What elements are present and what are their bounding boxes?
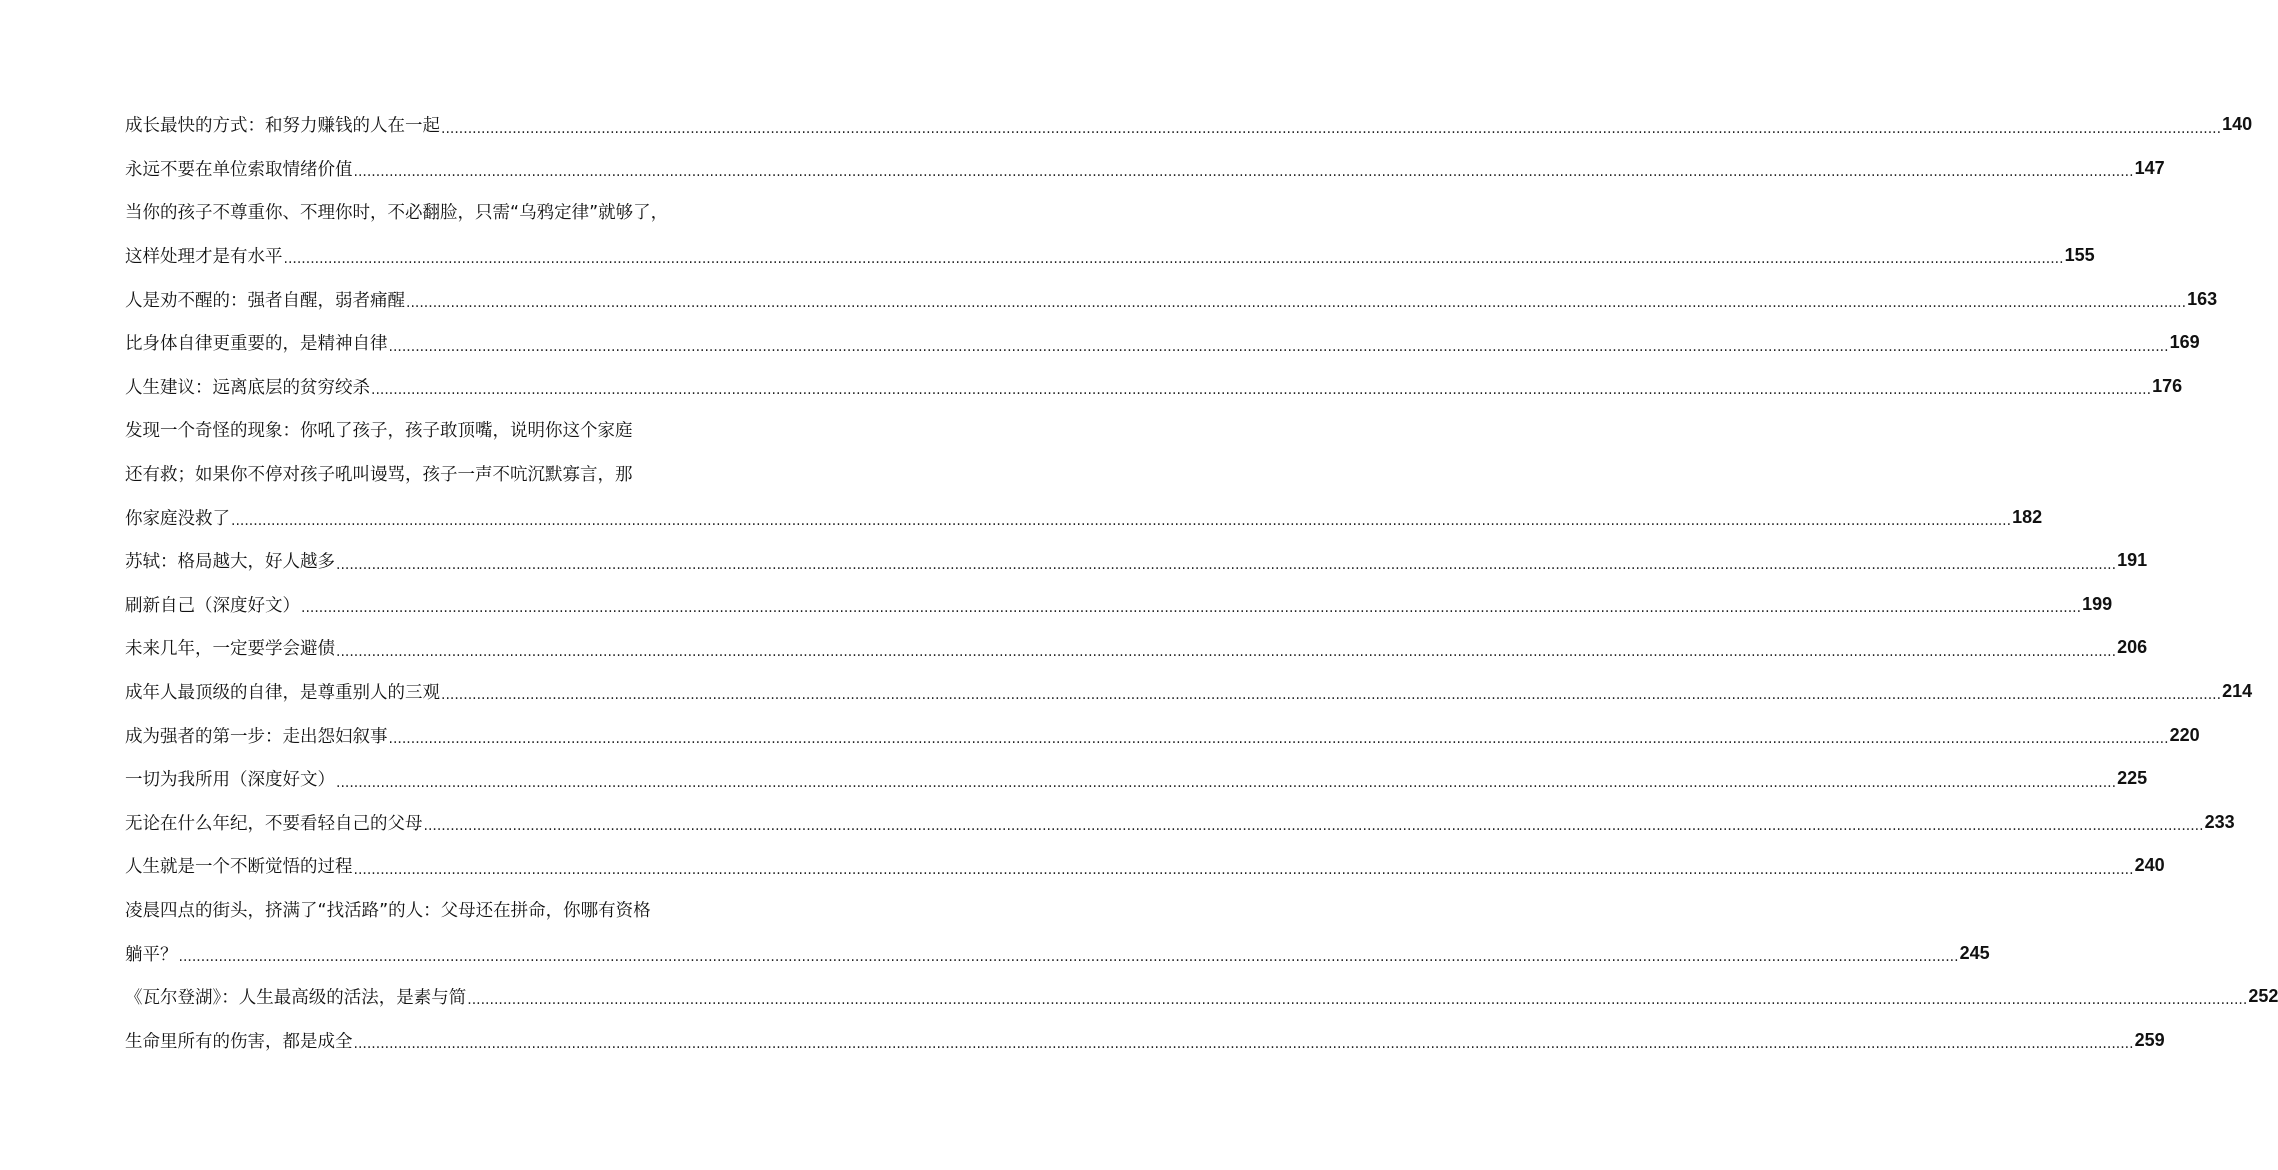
toc-entry[interactable] (125, 757, 2148, 801)
toc-entry-title: 这样处理才是有水平 (125, 247, 283, 268)
toc-entry-line (125, 713, 2200, 757)
toc-dot-leader: ................................................................................................................................................................................................................................................................................................................................................................................................................ (388, 730, 2169, 747)
toc-page-number: 206 (2117, 637, 2148, 658)
toc-page-number: 240 (2134, 855, 2165, 876)
toc-page-number: 140 (2222, 114, 2253, 135)
toc-entry[interactable] (125, 365, 2183, 409)
toc-dot-leader: ................................................................................................................................................................................................................................................................................................................................................................................................................ (353, 1036, 2134, 1053)
toc-dot-leader: ................................................................................................................................................................................................................................................................................................................................................................................................................ (423, 818, 2204, 835)
toc-dot-leader: ................................................................................................................................................................................................................................................................................................................................................................................................................ (388, 338, 2169, 355)
toc-dot-leader: ................................................................................................................................................................................................................................................................................................................................................................................................................ (441, 120, 2222, 137)
toc-page-number: 220 (2169, 724, 2200, 745)
toc-entry-title: 你家庭没救了 (125, 508, 230, 529)
toc-entry-title: 无论在什么年纪，不要看轻自己的父母 (125, 813, 423, 834)
toc-entry[interactable] (125, 626, 2148, 670)
toc-entry-line (125, 888, 700, 932)
toc-page-number: 233 (2204, 811, 2235, 832)
toc-entry-line (125, 583, 2113, 627)
toc-entry[interactable] (125, 103, 2253, 147)
toc-entry-title: 一切为我所用（深度好文） (125, 770, 335, 791)
toc-entry-line (125, 321, 2200, 365)
toc-entry-title: 生命里所有的伤害，都是成全 (125, 1031, 353, 1052)
toc-entry-line (125, 539, 2148, 583)
toc-entry[interactable] (125, 844, 2165, 888)
toc-entry[interactable] (125, 277, 2218, 321)
toc-dot-leader: ................................................................................................................................................................................................................................................................................................................................................................................................................ (353, 861, 2134, 878)
toc-page-number: 199 (2082, 593, 2113, 614)
toc-entry-line (125, 801, 2235, 845)
toc-entry-title: 成年人最顶级的自律，是尊重别人的三观 (125, 683, 440, 704)
toc-entry-title: 未来几年，一定要学会避债 (125, 639, 335, 660)
toc-dot-leader: ................................................................................................................................................................................................................................................................................................................................................................................................................ (301, 600, 2082, 617)
toc-entry[interactable] (125, 670, 2253, 714)
toc-dot-leader: ................................................................................................................................................................................................................................................................................................................................................................................................................ (467, 992, 2248, 1009)
toc-entry-title: 人生建议：远离底层的贫穷绞杀 (125, 377, 370, 398)
toc-entry-title: 永远不要在单位索取情绪价值 (125, 159, 353, 180)
toc-dot-leader: ................................................................................................................................................................................................................................................................................................................................................................................................................ (406, 294, 2187, 311)
toc-entry[interactable] (125, 713, 2200, 757)
toc-dot-leader: ................................................................................................................................................................................................................................................................................................................................................................................................................ (353, 164, 2134, 181)
toc-entry-line (125, 670, 2253, 714)
toc-entry-line (125, 844, 2165, 888)
toc-dot-leader: ................................................................................................................................................................................................................................................................................................................................................................................................................ (336, 643, 2117, 660)
toc-page-number: 182 (2012, 506, 2043, 527)
toc-entry-title: 当你的孩子不尊重你、不理你时，不必翻脸，只需“乌鸦定律”就够了， (125, 203, 669, 224)
toc-entry-title: 成长最快的方式：和努力赚钱的人在一起 (125, 116, 440, 137)
toc-entry-title: 成为强者的第一步：走出怨妇叙事 (125, 726, 388, 747)
toc-page-number: 252 (2248, 986, 2278, 1007)
toc-entry-line (125, 147, 2165, 191)
toc-entry-title: 刷新自己（深度好文） (125, 595, 300, 616)
toc-entry-line (125, 1018, 2165, 1062)
toc-entry-line (125, 626, 2148, 670)
toc-entry[interactable] (125, 888, 1990, 975)
toc-entry[interactable] (125, 539, 2148, 583)
toc-page-number: 155 (2064, 245, 2095, 266)
toc-page-number: 259 (2134, 1029, 2165, 1050)
toc-entry[interactable] (125, 801, 2235, 845)
toc-page-number: 191 (2117, 550, 2148, 571)
toc-page-number: 245 (1959, 942, 1990, 963)
toc-dot-leader: ................................................................................................................................................................................................................................................................................................................................................................................................................ (371, 382, 2152, 399)
toc-entry-title: 躺平？ (125, 944, 178, 965)
toc-entry[interactable] (125, 583, 2113, 627)
toc-dot-leader: ................................................................................................................................................................................................................................................................................................................................................................................................................ (441, 687, 2222, 704)
toc-dot-leader: ................................................................................................................................................................................................................................................................................................................................................................................................................ (283, 251, 2064, 268)
toc-entry-line (125, 190, 700, 234)
toc-entry-line (125, 103, 2253, 147)
toc-entry[interactable] (125, 1018, 2165, 1062)
toc-entry[interactable] (125, 147, 2165, 191)
toc-entry-line (125, 408, 700, 452)
toc-entry-line (125, 277, 2218, 321)
toc-entry[interactable] (125, 321, 2200, 365)
toc-entry-title: 还有救；如果你不停对孩子吼叫谩骂，孩子一声不吭沉默寡言，那 (125, 465, 633, 486)
toc-page-number: 214 (2222, 681, 2253, 702)
toc-entry-title: 比身体自律更重要的，是精神自律 (125, 334, 388, 355)
toc-entry-line (125, 365, 2183, 409)
toc-dot-leader: ................................................................................................................................................................................................................................................................................................................................................................................................................ (231, 512, 2012, 529)
toc-dot-leader: ................................................................................................................................................................................................................................................................................................................................................................................................................ (336, 556, 2117, 573)
toc-page-number: 225 (2117, 768, 2148, 789)
toc-entry-line (125, 975, 2278, 1019)
toc-entry-line (125, 931, 1990, 975)
toc-entry[interactable] (125, 190, 2095, 277)
toc-dot-leader: ................................................................................................................................................................................................................................................................................................................................................................................................................ (336, 774, 2117, 791)
toc-page-number: 163 (2187, 288, 2218, 309)
toc-entry-title: 《瓦尔登湖》：人生最高级的活法，是素与简 (125, 988, 467, 1009)
toc-entry-title: 人生就是一个不断觉悟的过程 (125, 857, 353, 878)
toc-page-number: 147 (2134, 157, 2165, 178)
toc-dot-leader: ................................................................................................................................................................................................................................................................................................................................................................................................................ (178, 948, 1959, 965)
toc-entry-line (125, 757, 2148, 801)
toc-entry-line (125, 234, 2095, 278)
toc-entry-line (125, 495, 2043, 539)
toc-page-number: 169 (2169, 332, 2200, 353)
toc-entry-line (125, 452, 700, 496)
toc-entry[interactable] (125, 975, 2278, 1019)
toc-entry-title: 苏轼：格局越大，好人越多 (125, 552, 335, 573)
table-of-contents (125, 103, 2278, 1062)
toc-entry[interactable] (125, 408, 2043, 539)
toc-entry-title: 凌晨四点的街头，挤满了“找活路”的人：父母还在拼命，你哪有资格 (125, 900, 651, 921)
toc-entry-title: 人是劝不醒的：强者自醒，弱者痛醒 (125, 290, 405, 311)
toc-page-number: 176 (2152, 375, 2183, 396)
toc-entry-title: 发现一个奇怪的现象：你吼了孩子，孩子敢顶嘴，说明你这个家庭 (125, 421, 633, 442)
